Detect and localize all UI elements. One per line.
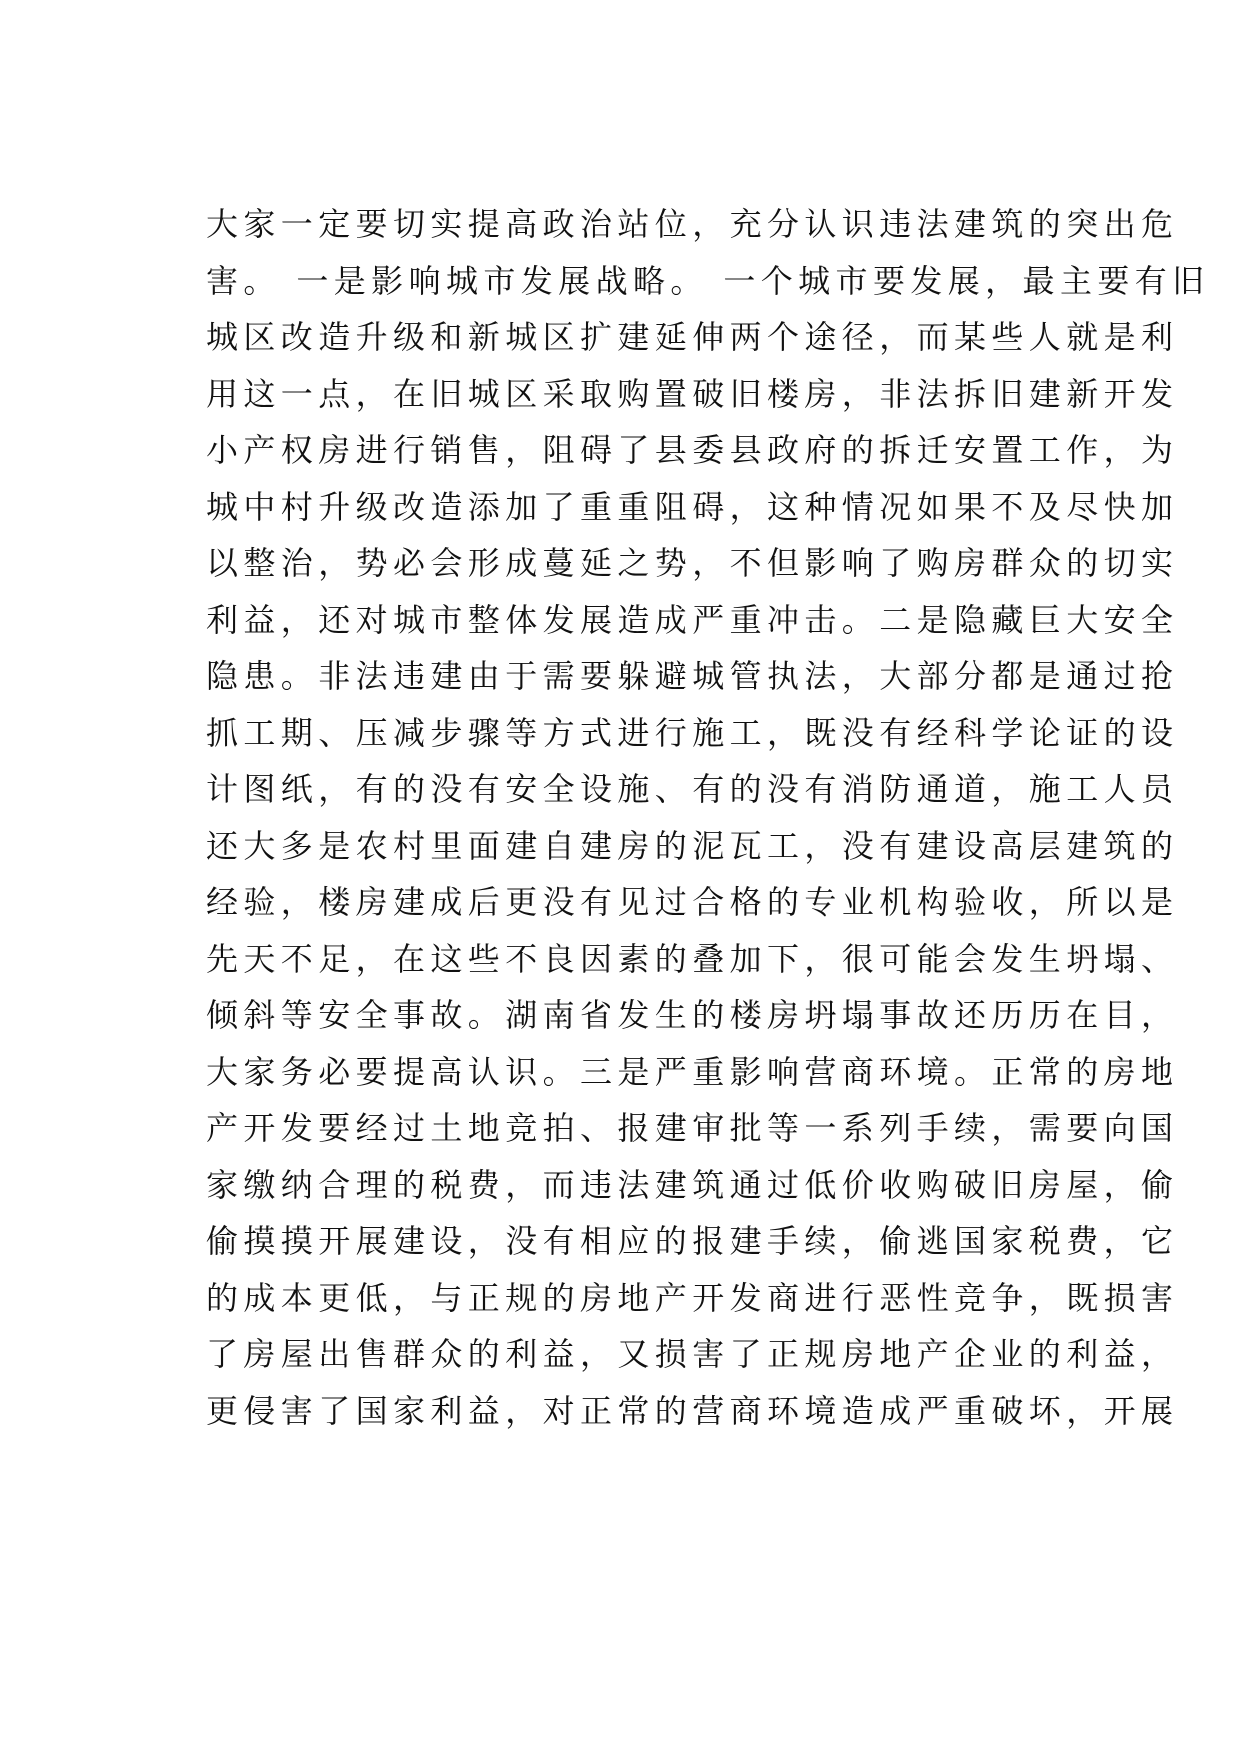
text-line: 大家务必要提高认识。三是严重影响营商环境。正常的房地 <box>206 1052 1179 1091</box>
text-line: 了房屋出售群众的利益，又损害了正规房地产企业的利益， <box>206 1335 1179 1373</box>
text-line: 利益，还对城市整体发展造成严重冲击。二是隐藏巨大安全 <box>206 600 1179 639</box>
text-line: 以整治，势必会形成蔓延之势，不但影响了购房群众的切实 <box>206 544 1179 582</box>
text-line: 隐患。非法违建由于需要躲避城管执法，大部分都是通过抢 <box>206 657 1179 695</box>
text-line: 大家一定要切实提高政治站位，充分认识违法建筑的突出危 <box>206 205 1179 243</box>
text-line: 还大多是农村里面建自建房的泥瓦工，没有建设高层建筑的 <box>206 826 1179 865</box>
text-line: 家缴纳合理的税费，而违法建筑通过低价收购破旧房屋，偷 <box>206 1165 1179 1204</box>
text-line: 害。 一是影响城市发展战略。 一个城市要发展，最主要有旧 <box>206 261 1210 300</box>
text-line: 倾斜等安全事故。湖南省发生的楼房坍塌事故还历历在目， <box>206 996 1179 1034</box>
text-line: 经验，楼房建成后更没有见过合格的专业机构验收，所以是 <box>206 883 1179 921</box>
text-line: 产开发要经过土地竞拍、报建审批等一系列手续，需要向国 <box>206 1109 1179 1147</box>
text-line: 的成本更低，与正规的房地产开发商进行恶性竞争，既损害 <box>206 1278 1179 1317</box>
text-line: 用这一点，在旧城区采取购置破旧楼房，非法拆旧建新开发 <box>206 374 1179 413</box>
text-line: 城区改造升级和新城区扩建延伸两个途径，而某些人就是利 <box>206 318 1179 356</box>
text-line: 抓工期、压减步骤等方式进行施工，既没有经科学论证的设 <box>206 713 1179 752</box>
text-line: 城中村升级改造添加了重重阻碍，这种情况如果不及尽快加 <box>206 487 1179 526</box>
text-line: 计图纸，有的没有安全设施、有的没有消防通道，施工人员 <box>206 770 1179 808</box>
text-line: 偷摸摸开展建设，没有相应的报建手续，偷逃国家税费，它 <box>206 1222 1179 1260</box>
text-line: 更侵害了国家利益，对正常的营商环境造成严重破坏，开展 <box>206 1391 1179 1430</box>
body-paragraph <box>206 196 1210 1439</box>
text-line: 小产权房进行销售，阻碍了县委县政府的拆迁安置工作，为 <box>206 431 1179 469</box>
text-line: 先天不足，在这些不良因素的叠加下，很可能会发生坍塌、 <box>206 939 1179 978</box>
